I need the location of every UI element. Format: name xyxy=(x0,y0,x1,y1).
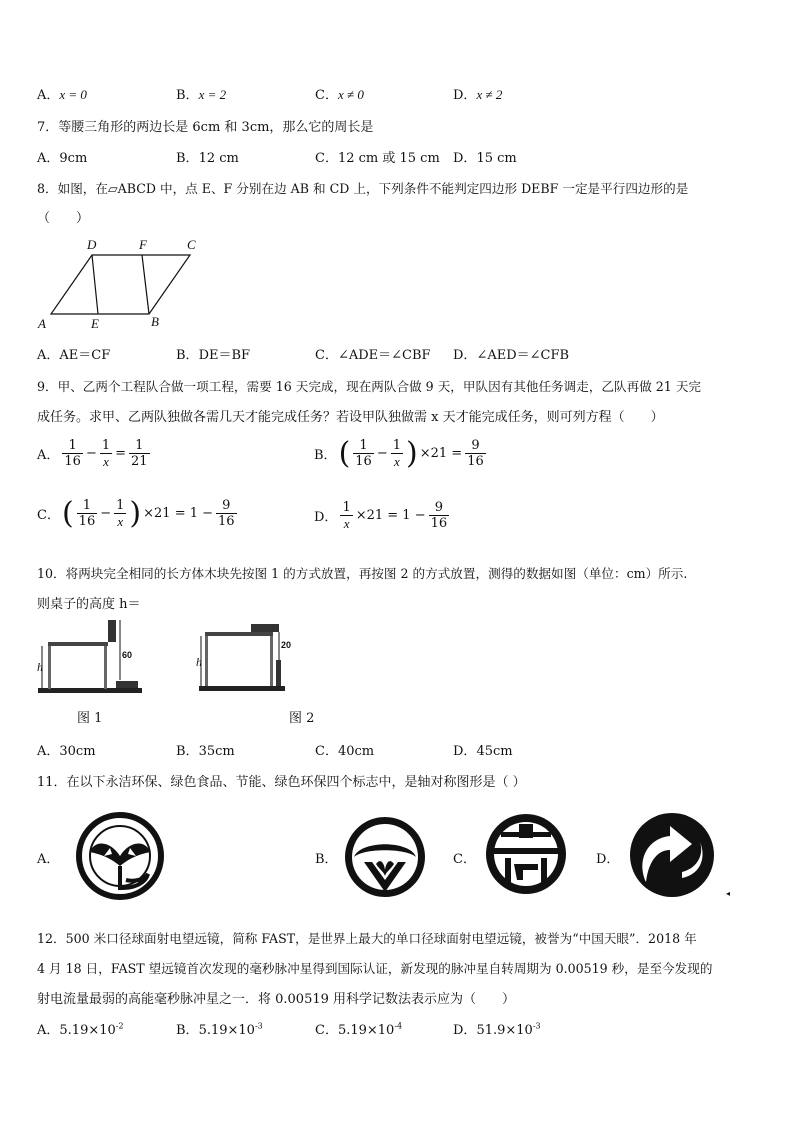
q8-stem-line1: 8．如图，在▱ABCD 中，点 E、F 分别在边 AB 和 CD 上，下列条件不能判定四边形 DEBF 一定是平行四边形的是 xyxy=(37,181,689,196)
q11-option-b-letter: B． xyxy=(315,852,338,867)
q10-option-c: C．40cm xyxy=(315,744,375,759)
floor-block xyxy=(116,681,138,688)
left-paren: ( xyxy=(338,435,351,471)
fraction: $\frac{1}{x}$ xyxy=(116,498,125,529)
q7-option-c: C．12 cm 或 15 cm xyxy=(315,151,440,166)
q7-option-b: B．12 cm xyxy=(176,151,239,166)
q12-option-d: D．$51.9\times 10^{-3}$ xyxy=(453,1021,541,1038)
q12-option-a: A．$5.19\times 10^{-2}$ xyxy=(37,1021,124,1038)
left-paren: ( xyxy=(61,495,74,531)
label-b: B xyxy=(151,314,159,329)
q8-parallelogram-figure xyxy=(36,236,206,332)
energy-saving-logo-icon xyxy=(481,808,571,902)
q11-option-a-letter: A． xyxy=(37,852,60,867)
q7-option-d: D．15 cm xyxy=(453,151,517,166)
q6-option-c: C．x ≠ 0 xyxy=(315,87,364,103)
top-block xyxy=(251,624,279,632)
green-food-logo-icon xyxy=(340,812,430,902)
fraction: $\frac{1}{x}$ xyxy=(342,500,351,531)
fraction: $\frac{9}{16}$ xyxy=(467,438,484,469)
q12-option-b: B．$5.19\times 10^{-3}$ xyxy=(176,1021,263,1038)
q7-stem: 7．等腰三角形的两边长是 6cm 和 3cm，那么它的周长是 xyxy=(37,120,374,135)
green-arrow-logo-icon xyxy=(626,808,718,902)
q6-option-b: B．x = 2 xyxy=(176,87,227,103)
q11-option-d-letter: D． xyxy=(596,852,620,867)
q12-stem-line2: 4 月 18 日，FAST 望远镜首次发现的毫秒脉冲星得到国际认证，新发现的脉冲星自转周期为 0.00519 秒，是至今发现的 xyxy=(37,961,713,976)
q9-stem-line2: 成任务。求甲、乙两队独做各需几天才能完成任务？若设甲队独做需 x 天才能完成任务，则可列方程（ ） xyxy=(37,410,664,425)
q11-option-c-letter: C． xyxy=(453,852,476,867)
q8-option-a: A．AE＝CF xyxy=(37,348,111,363)
q10-option-b: B．35cm xyxy=(176,744,235,759)
q10-figure-2 xyxy=(195,622,295,696)
label-d: D xyxy=(87,237,97,252)
q8-stem-line2: （ ） xyxy=(37,211,90,226)
q8-option-b: B．DE＝BF xyxy=(176,348,251,363)
segment-bf xyxy=(142,255,149,314)
side-block xyxy=(276,660,281,686)
svg-text:20: 20 xyxy=(281,640,292,650)
q11-stem: 11．在以下永洁环保、绿色食品、节能、绿色环保四个标志中，是轴对称图形是（ ） xyxy=(37,775,526,790)
fig2-caption: 图 2 xyxy=(289,711,315,726)
fraction: $\frac{1}{x}$ xyxy=(101,438,111,469)
q9-stem-line1: 9．甲、乙两个工程队合做一项工程，需要 16 天完成，现在两队合做 9 天，甲队因有其他任务调走，乙队再做 21 天完 xyxy=(37,379,702,394)
q10-stem-line2: 则桌子的高度 h＝ xyxy=(37,597,141,612)
right-paren: ) xyxy=(406,435,418,471)
fraction: $\frac{1}{21}$ xyxy=(131,438,148,469)
fraction: $\frac{9}{16}$ xyxy=(218,498,235,529)
leaf-recycle-logo-icon xyxy=(74,810,166,902)
parallelogram-abcd xyxy=(51,255,190,314)
fig1-caption: 图 1 xyxy=(77,711,103,726)
q6-option-d: D．x ≠ 2 xyxy=(453,87,503,103)
right-paren: ) xyxy=(129,495,142,531)
q6-option-a: A．x = 0 xyxy=(37,87,87,103)
q9-option-b: B． ( $\frac{1}{16}$ − $\frac{1}{x}$ ) ×21 = $\frac{9}{16}$ xyxy=(314,435,484,471)
upright-block xyxy=(108,620,116,642)
q10-option-d: D．45cm xyxy=(453,744,513,759)
q12-option-c: C．$5.19\times 10^{-4}$ xyxy=(315,1021,403,1038)
label-f: F xyxy=(139,237,147,252)
q9-option-d: D． $\frac{1}{x}$ ×21 = 1 − $\frac{9}{16}$ xyxy=(314,500,448,531)
label-c: C xyxy=(187,237,196,252)
fraction: $\frac{1}{16}$ xyxy=(78,498,96,529)
fraction: $\frac{1}{x}$ xyxy=(392,438,402,469)
q12-stem-line3: 射电流量最弱的高能毫秒脉冲星之一．将 0.00519 用科学记数法表示应为（ ） xyxy=(37,992,516,1007)
q8-option-c: C．∠ADE＝∠CBF xyxy=(315,348,431,363)
q7-option-a: A．9cm xyxy=(37,151,88,166)
segment-de xyxy=(92,255,98,314)
q9-option-a: A． $\frac{1}{16}$ − $\frac{1}{x}$ = $\frac{1}{21}$ xyxy=(37,438,148,469)
q10-option-a: A．30cm xyxy=(37,744,96,759)
q10-figure-1 xyxy=(36,618,146,696)
svg-text:60: 60 xyxy=(122,650,133,660)
q8-option-d: D．∠AED＝∠CFB xyxy=(453,348,570,363)
svg-text:h: h xyxy=(196,655,202,669)
label-e: E xyxy=(91,316,99,331)
q12-stem-line1: 12．500 米口径球面射电望远镜，简称 FAST，是世界上最大的单口径球面射电望远镜，被誉为“中国天眼”．2018 年 xyxy=(37,931,697,946)
fraction: $\frac{1}{16}$ xyxy=(355,438,372,469)
q10-stem-line1: 10．将两块完全相同的长方体木块先按图 1 的方式放置，再按图 2 的方式放置，测得的数据如图（单位：cm）所示. xyxy=(37,566,688,581)
q9-option-c: C． ( $\frac{1}{16}$ − $\frac{1}{x}$ ) ×21 = 1 − $\frac{9}{16}$ xyxy=(37,495,235,531)
fraction: $\frac{1}{16}$ xyxy=(64,438,81,469)
label-a: A xyxy=(38,316,46,331)
svg-text:h: h xyxy=(37,660,43,674)
small-marker-icon: ◂ xyxy=(726,889,731,898)
fraction: $\frac{9}{16}$ xyxy=(430,500,448,531)
